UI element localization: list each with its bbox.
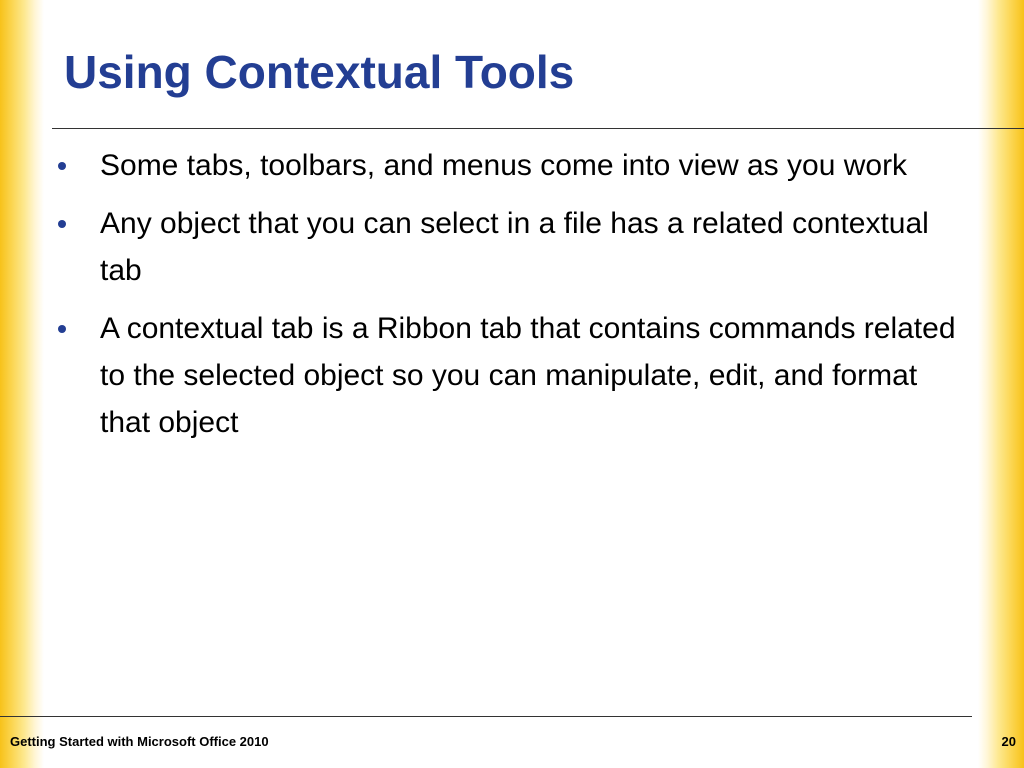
bullet-icon — [58, 220, 66, 228]
slide-title: Using Contextual Tools — [64, 46, 575, 98]
bullet-text: Any object that you can select in a file has a related contextual tab — [100, 207, 929, 287]
bullet-item — [58, 142, 958, 189]
bullet-icon — [58, 325, 66, 333]
footer-divider — [0, 716, 972, 717]
bullet-text: Some tabs, toolbars, and menus come into view as you work — [100, 149, 908, 182]
left-accent-band — [0, 0, 44, 768]
title-divider — [52, 128, 1024, 129]
footer-course-title: Getting Started with Microsoft Office 2010 — [10, 734, 269, 749]
right-accent-band — [978, 0, 1024, 768]
bullet-text: A contextual tab is a Ribbon tab that contains commands related to the selected object so you can manipulate, edit, and format that object — [100, 312, 956, 439]
bullet-icon — [58, 162, 66, 170]
bullet-item — [58, 305, 958, 446]
page-number: 20 — [1001, 734, 1016, 749]
bullet-item — [58, 200, 958, 294]
bullet-list — [58, 142, 958, 457]
